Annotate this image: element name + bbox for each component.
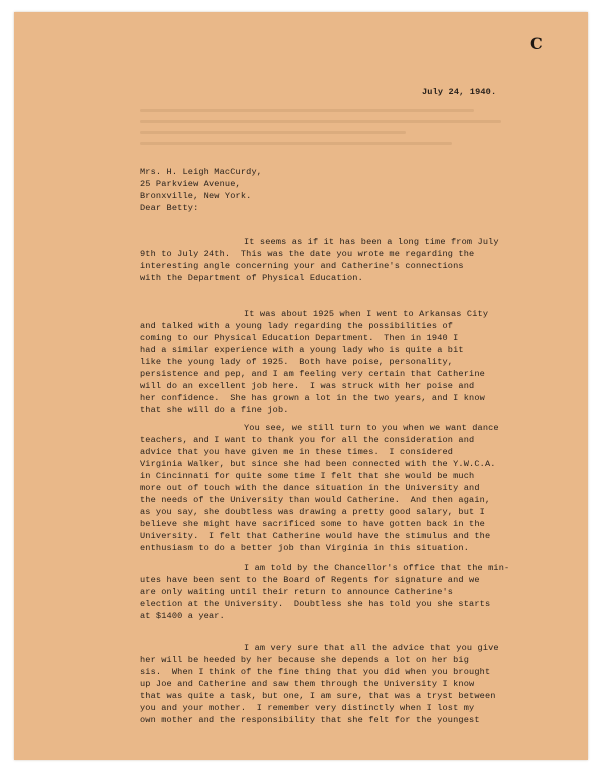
paragraph-line: It was about 1925 when I went to Arkansas City	[244, 309, 489, 319]
faded-letterhead-remnant	[140, 109, 520, 155]
address-line: Bronxville, New York.	[140, 191, 252, 201]
address-line: 25 Parkview Avenue,	[140, 179, 241, 189]
paragraph-line: 9th to July 24th. This was the date you wrote me regarding the	[140, 249, 475, 259]
paragraph-line: enthusiasm to do a better job than Virginia in this situation.	[140, 543, 470, 553]
paragraph-line: utes have been sent to the Board of Regents for signature and we	[140, 575, 480, 585]
paragraph-line: with the Department of Physical Education.	[140, 273, 363, 283]
handwritten-corner-mark: C	[530, 34, 543, 53]
paragraph-line: It seems as if it has been a long time from July	[244, 237, 499, 247]
paragraph-line: that was quite a task, but one, I am sure, that was a tryst between	[140, 691, 496, 701]
paragraph-1	[140, 236, 520, 284]
paragraph-4	[140, 562, 520, 622]
salutation: Dear Betty:	[140, 203, 199, 213]
paragraph-2	[140, 308, 520, 416]
paragraph-line: You see, we still turn to you when we want dance	[244, 423, 499, 433]
paragraph-line: her confidence. She has grown a lot in the two years, and I know	[140, 393, 485, 403]
paragraph-line: believe she might have sacrificed some to have gotten back in the	[140, 519, 485, 529]
paragraph-line: I am told by the Chancellor's office that the min-	[244, 563, 510, 573]
paragraph-line: at $1400 a year.	[140, 611, 225, 621]
paragraph-line: had a similar experience with a young lady who is quite a bit	[140, 345, 464, 355]
paragraph-5	[140, 642, 520, 726]
paragraph-line: like the young lady of 1925. Both have poise, personality,	[140, 357, 454, 367]
paragraph-line: that she will do a fine job.	[140, 405, 289, 415]
paragraph-line: I am very sure that all the advice that you give	[244, 643, 499, 653]
paragraph-line: in Cincinnati for quite some time I felt that she would be much	[140, 471, 475, 481]
paragraph-line: University. I felt that Catherine would have the stimulus and the	[140, 531, 491, 541]
address-line: Mrs. H. Leigh MacCurdy,	[140, 167, 263, 177]
paragraph-3	[140, 422, 520, 554]
paragraph-line: are only waiting until their return to announce Catherine's	[140, 587, 454, 597]
paragraph-line: up Joe and Catherine and saw them through the University I know	[140, 679, 475, 689]
paragraph-line: you and your mother. I remember very distinctly when I lost my	[140, 703, 475, 713]
paragraph-line: own mother and the responsibility that she felt for the youngest	[140, 715, 480, 725]
paragraph-line: teachers, and I want to thank you for all the consideration and	[140, 435, 475, 445]
paragraph-line: coming to our Physical Education Department. Then in 1940 I	[140, 333, 459, 343]
letter-document	[14, 12, 588, 760]
paragraph-line: her will be heeded by her because she depends a lot on her big	[140, 655, 470, 665]
paragraph-line: as you say, she doubtless was drawing a pretty good salary, but I	[140, 507, 485, 517]
paragraph-line: sis. When I think of the fine thing that you did when you brought	[140, 667, 491, 677]
paragraph-line: will do an excellent job here. I was struck with her poise and	[140, 381, 475, 391]
paragraph-line: Virginia Walker, but since she had been connected with the Y.W.C.A.	[140, 459, 496, 469]
paragraph-line: persistence and pep, and I am feeling very certain that Catherine	[140, 369, 485, 379]
paragraph-line: election at the University. Doubtless she has told you she starts	[140, 599, 491, 609]
paragraph-line: and talked with a young lady regarding the possibilities of	[140, 321, 454, 331]
paragraph-line: the needs of the University than would Catherine. And then again,	[140, 495, 491, 505]
paragraph-line: interesting angle concerning your and Catherine's connections	[140, 261, 464, 271]
paragraph-line: advice that you have given me in these times. I considered	[140, 447, 454, 457]
letter-date: July 24, 1940.	[422, 87, 497, 97]
paragraph-line: more out of touch with the dance situation in the University and	[140, 483, 480, 493]
recipient-address	[140, 166, 262, 202]
letter-page	[14, 12, 588, 760]
